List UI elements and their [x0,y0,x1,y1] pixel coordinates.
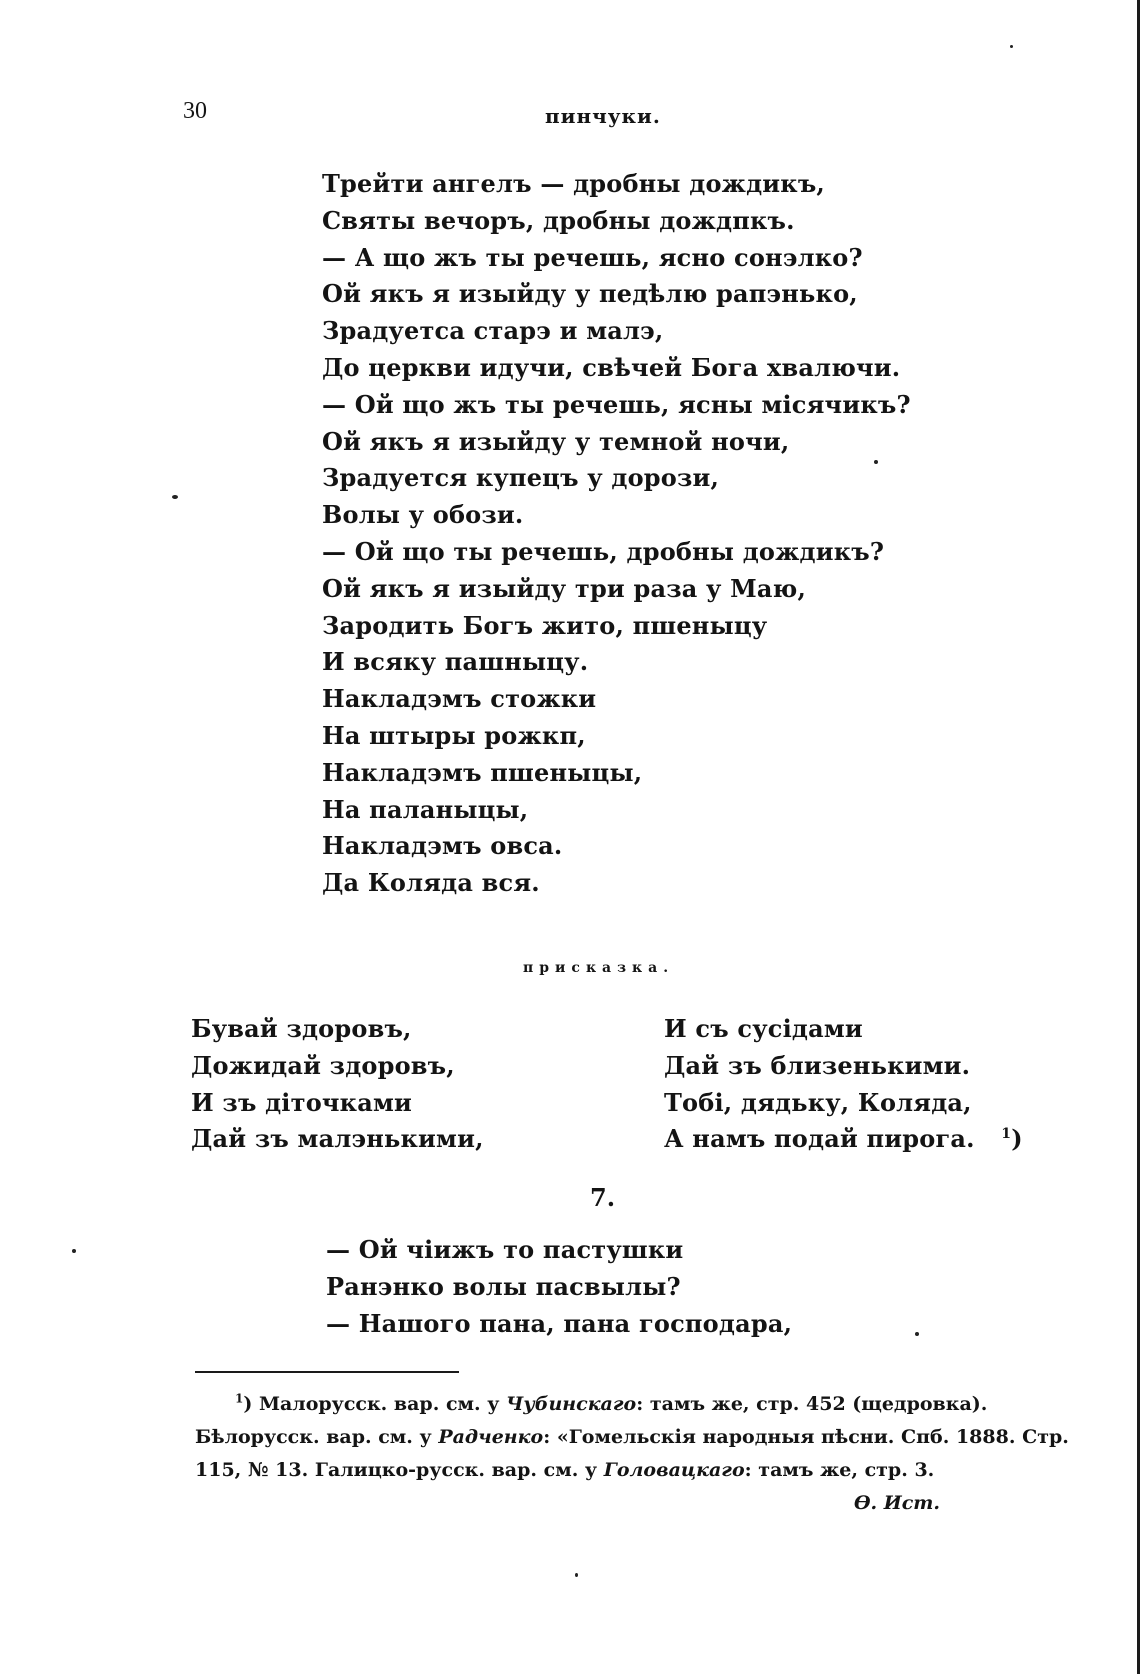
verse-line: — А що жъ ты речешь, ясно сонэлко? [322,242,863,272]
scan-speck [72,1249,76,1253]
footnote-text: ) Малорусск. вар. см. у [243,1393,507,1415]
footnote-line [195,1388,1015,1421]
main-verse [322,166,911,902]
prykazka-right-column [664,1011,1023,1158]
verse-line: Дай зъ малэнькими, [191,1124,484,1154]
footnote-reference[interactable]: 1 [1001,1126,1012,1143]
footnote-text: 115, № 13. Галицко-русск. вар. см. у [195,1459,604,1481]
footnote-line [195,1421,1069,1454]
verse-line-text: А намъ подай пирога. [664,1124,975,1154]
footnote-source: Головацкаго [603,1459,745,1481]
footnote-divider [195,1371,459,1373]
footnote-text: : тамъ же, стр. 3. [744,1459,935,1481]
scan-speck [172,495,178,499]
verse-line: Зрадуетса старэ и малэ, [322,316,664,346]
verse-line: Ой якъ я изыйду три раза у Маю, [322,573,807,603]
page-number: 30 [183,98,207,124]
verse-line-with-note [664,1121,1023,1158]
verse-line: Накладэмъ овса. [322,831,563,861]
footnote-text: : тамъ же, стр. 452 (щедровка). [636,1393,988,1415]
prykazka-left-column [191,1011,484,1158]
verse-line: — Ой що ты речешь, дробны дождикъ? [322,536,885,566]
footnote-text: Бѣлорусск. вар. см. у [195,1426,439,1448]
verse-line: Волы у обози. [322,500,524,530]
verse-line: И съ сусідами [664,1014,863,1043]
verse-line: Святы вечоръ, дробны дождпкъ. [322,205,795,235]
verse-line: Дожидай здоровъ, [191,1050,455,1080]
scan-speck [874,460,878,464]
song-seven-verse [326,1232,792,1342]
scan-speck [915,1332,919,1336]
running-title: пинчуки. [545,104,661,128]
footnote-source: Радченко [438,1426,544,1448]
verse-line: Зрадуется купецъ у дорози, [322,463,720,493]
verse-line: Бувай здоровъ, [191,1014,412,1043]
verse-line: И всяку пашныцу. [322,647,589,677]
verse-line: И зъ діточками [191,1087,413,1117]
verse-line: Накладэмъ стожки [322,684,597,714]
verse-line: Трейти ангелъ — дробны дождикъ, [322,169,825,198]
verse-line: Дай зъ близенькими. [664,1050,971,1080]
verse-line: Ой якъ я изыйду у темной ночи, [322,426,790,456]
verse-line: На паланыцы, [322,794,529,824]
verse-line: Тобі, дядьку, Коляда, [664,1087,972,1117]
verse-line: Зародить Богъ жито, пшеныцу [322,610,768,640]
verse-line: Ой якъ я изыйду у педѣлю рапэнько, [322,279,858,309]
footnote-text: : «Гомельскія народныя пѣсни. Спб. 1888. Стр. [543,1426,1069,1448]
footnote-marker: 1 [235,1391,244,1406]
song-number: 7. [590,1183,616,1212]
verse-line: — Ой чіижъ то пастушки [326,1235,684,1264]
footnote-source: Чубинскаго [506,1393,637,1415]
verse-line: — Ой що жъ ты речешь, ясны місячикъ? [322,389,911,419]
scan-speck [575,1573,578,1577]
footnote-reference-paren: ) [1011,1124,1023,1154]
footnote-line [195,1454,1015,1487]
section-heading-prykazka: присказка. [523,960,675,976]
verse-line: До церкви идучи, свѣчей Бога хвалючи. [322,352,901,382]
verse-line: Да Коляда вся. [322,868,540,898]
verse-line: Накладэмъ пшеныцы, [322,757,643,787]
footnote-block [195,1388,1069,1520]
footnote-signature: Ѳ. Ист. [853,1492,940,1514]
verse-line: — Нашого пана, пана господара, [326,1308,793,1338]
verse-line: Ранэнко волы пасвылы? [326,1271,681,1301]
scan-speck [1010,45,1013,48]
verse-line: На штыры рожкп, [322,720,586,750]
